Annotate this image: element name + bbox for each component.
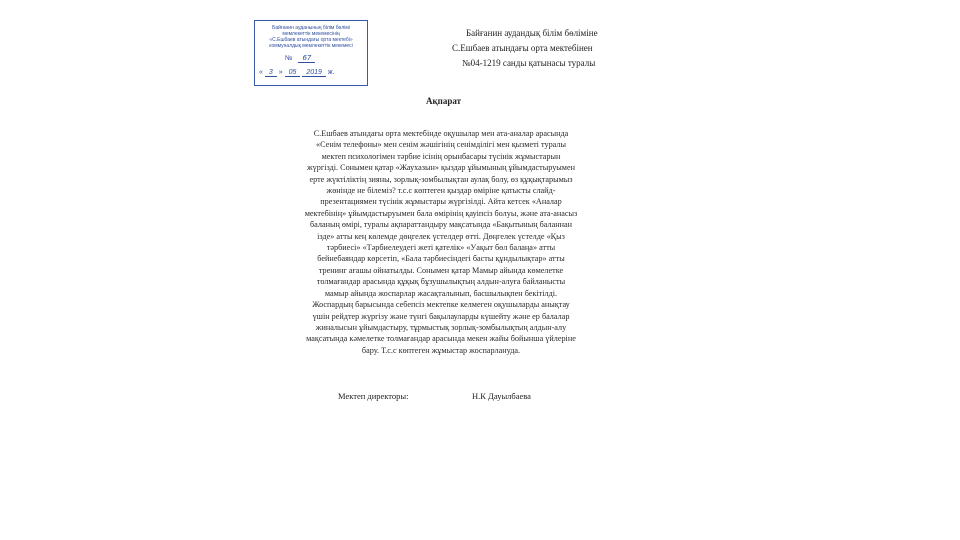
body-line: мектебінің» ұйымдастыруымен бала өмірінің қауіпсіз болуы, және ата-анасыз xyxy=(304,208,578,218)
recipient-line: Байғанин аудандық білім бөлімінe xyxy=(466,28,598,38)
recipient-line: С.Ешбаев атындағы орта мектебінен xyxy=(452,43,593,53)
stamp-date-year: 2019 xyxy=(302,69,326,77)
stamp-date-day: 3 xyxy=(265,69,277,77)
body-line: ізде» атты кең көлемде дөңгелек үстелдер өтті. Дөңгелек үстелде «Қыз xyxy=(317,231,565,241)
stamp-line: мемлекеттік мекемесінің xyxy=(282,31,340,37)
body-line: мектеп психологімен тәрбие ісінің орынбасары түсінік жұмыстарын xyxy=(321,151,561,161)
body-line: презентациямен түсінік жұмыстары жүргізілді. Айта кетсек «Аналар xyxy=(320,197,562,207)
body-line: Жоспардың барысында себепсіз мектепке келмеген оқушыларды анықтау xyxy=(312,300,570,310)
body-line: тренинг ағашы ойнатылды. Сонымен қатар Мамыр айында көмелетке xyxy=(318,265,564,275)
body-line: жөнінде не білеміз? т.с.с көптеген қыздар өміріне қатысты слайд- xyxy=(326,186,556,196)
signature-name: Н.К Дауылбаева xyxy=(472,391,531,401)
stamp-date-sep: » xyxy=(278,69,283,76)
body-line: жиналысын ұйымдастыру, тұрмыстық зорлық-зомбылықтың алдын-алу xyxy=(315,322,567,332)
document-body xyxy=(270,128,612,356)
signature-title: Мектеп директоры: xyxy=(338,391,409,401)
stamp-line: Байғанин ауданының білім бөлімі xyxy=(272,25,350,31)
body-line: «Сенім телефоны» мен сенім жәшігінің сенімділігі мен қызметі туралы xyxy=(316,140,566,150)
stamp-number xyxy=(285,54,315,62)
body-line: С.Ешбаев атындағы орта мектебінде оқушылар мен ата-аналар арасында xyxy=(313,129,569,138)
body-line: бару. Т.с.с көптеген жұмыстар жоспарлануда. xyxy=(361,345,521,355)
body-line: ерте жүктіліктің зияны, зорлық-зомбылықтан аулақ болу, өз құқықтарымыз xyxy=(309,174,573,184)
registration-stamp xyxy=(254,20,368,86)
body-line: мақсатында кәмелетке толмағандар арасында мекен жайы бойынша үйлеріне xyxy=(306,334,576,344)
body-line: тәрбиесі» «Тәрбиелеудегі жеті қателік» «Уақыт бөл балаңа» атты xyxy=(326,243,556,253)
document-title: Ақпарат xyxy=(426,96,462,106)
stamp-date-prefix: « xyxy=(259,69,263,76)
recipient-block xyxy=(452,26,598,71)
stamp-date-suffix: ж. xyxy=(327,69,335,76)
body-line: мамыр айында жоспарлар жасақталынып, басшылықпен бекітілді. xyxy=(324,288,558,298)
stamp-number-value: 67 xyxy=(298,54,315,63)
body-line: бейнебаяндар көрсетіп, «Бала тәрбиесіндегі басты құндылықтар» атты xyxy=(317,254,565,264)
stamp-date-month: 05 xyxy=(285,69,301,77)
body-line: үшін рейдтер жүргізу және түнгі бақылауларды күшейту және ер балалар xyxy=(312,311,570,321)
body-line: толмағандар арасында құқық бұзушылықтың алдын-алуға байланысты xyxy=(316,277,566,287)
body-line: баланың өмірі, туралы ақпараттандыру мақсатында «Бақытының баланнан xyxy=(310,220,572,230)
stamp-number-label: № xyxy=(285,55,293,62)
stamp-line: коммуналдық мемлекеттік мекемесі xyxy=(269,43,353,49)
recipient-line: №04-1219 санды қатынасы туралы xyxy=(462,58,596,68)
stamp-line: «С.Ешбаев атындағы орта мектебі» xyxy=(269,37,353,43)
body-line: жүргізді. Сонымен қатар «Жаухазын» қыздар ұйымының ұйымдастыруымен xyxy=(307,163,575,173)
stamp-date xyxy=(259,69,335,77)
